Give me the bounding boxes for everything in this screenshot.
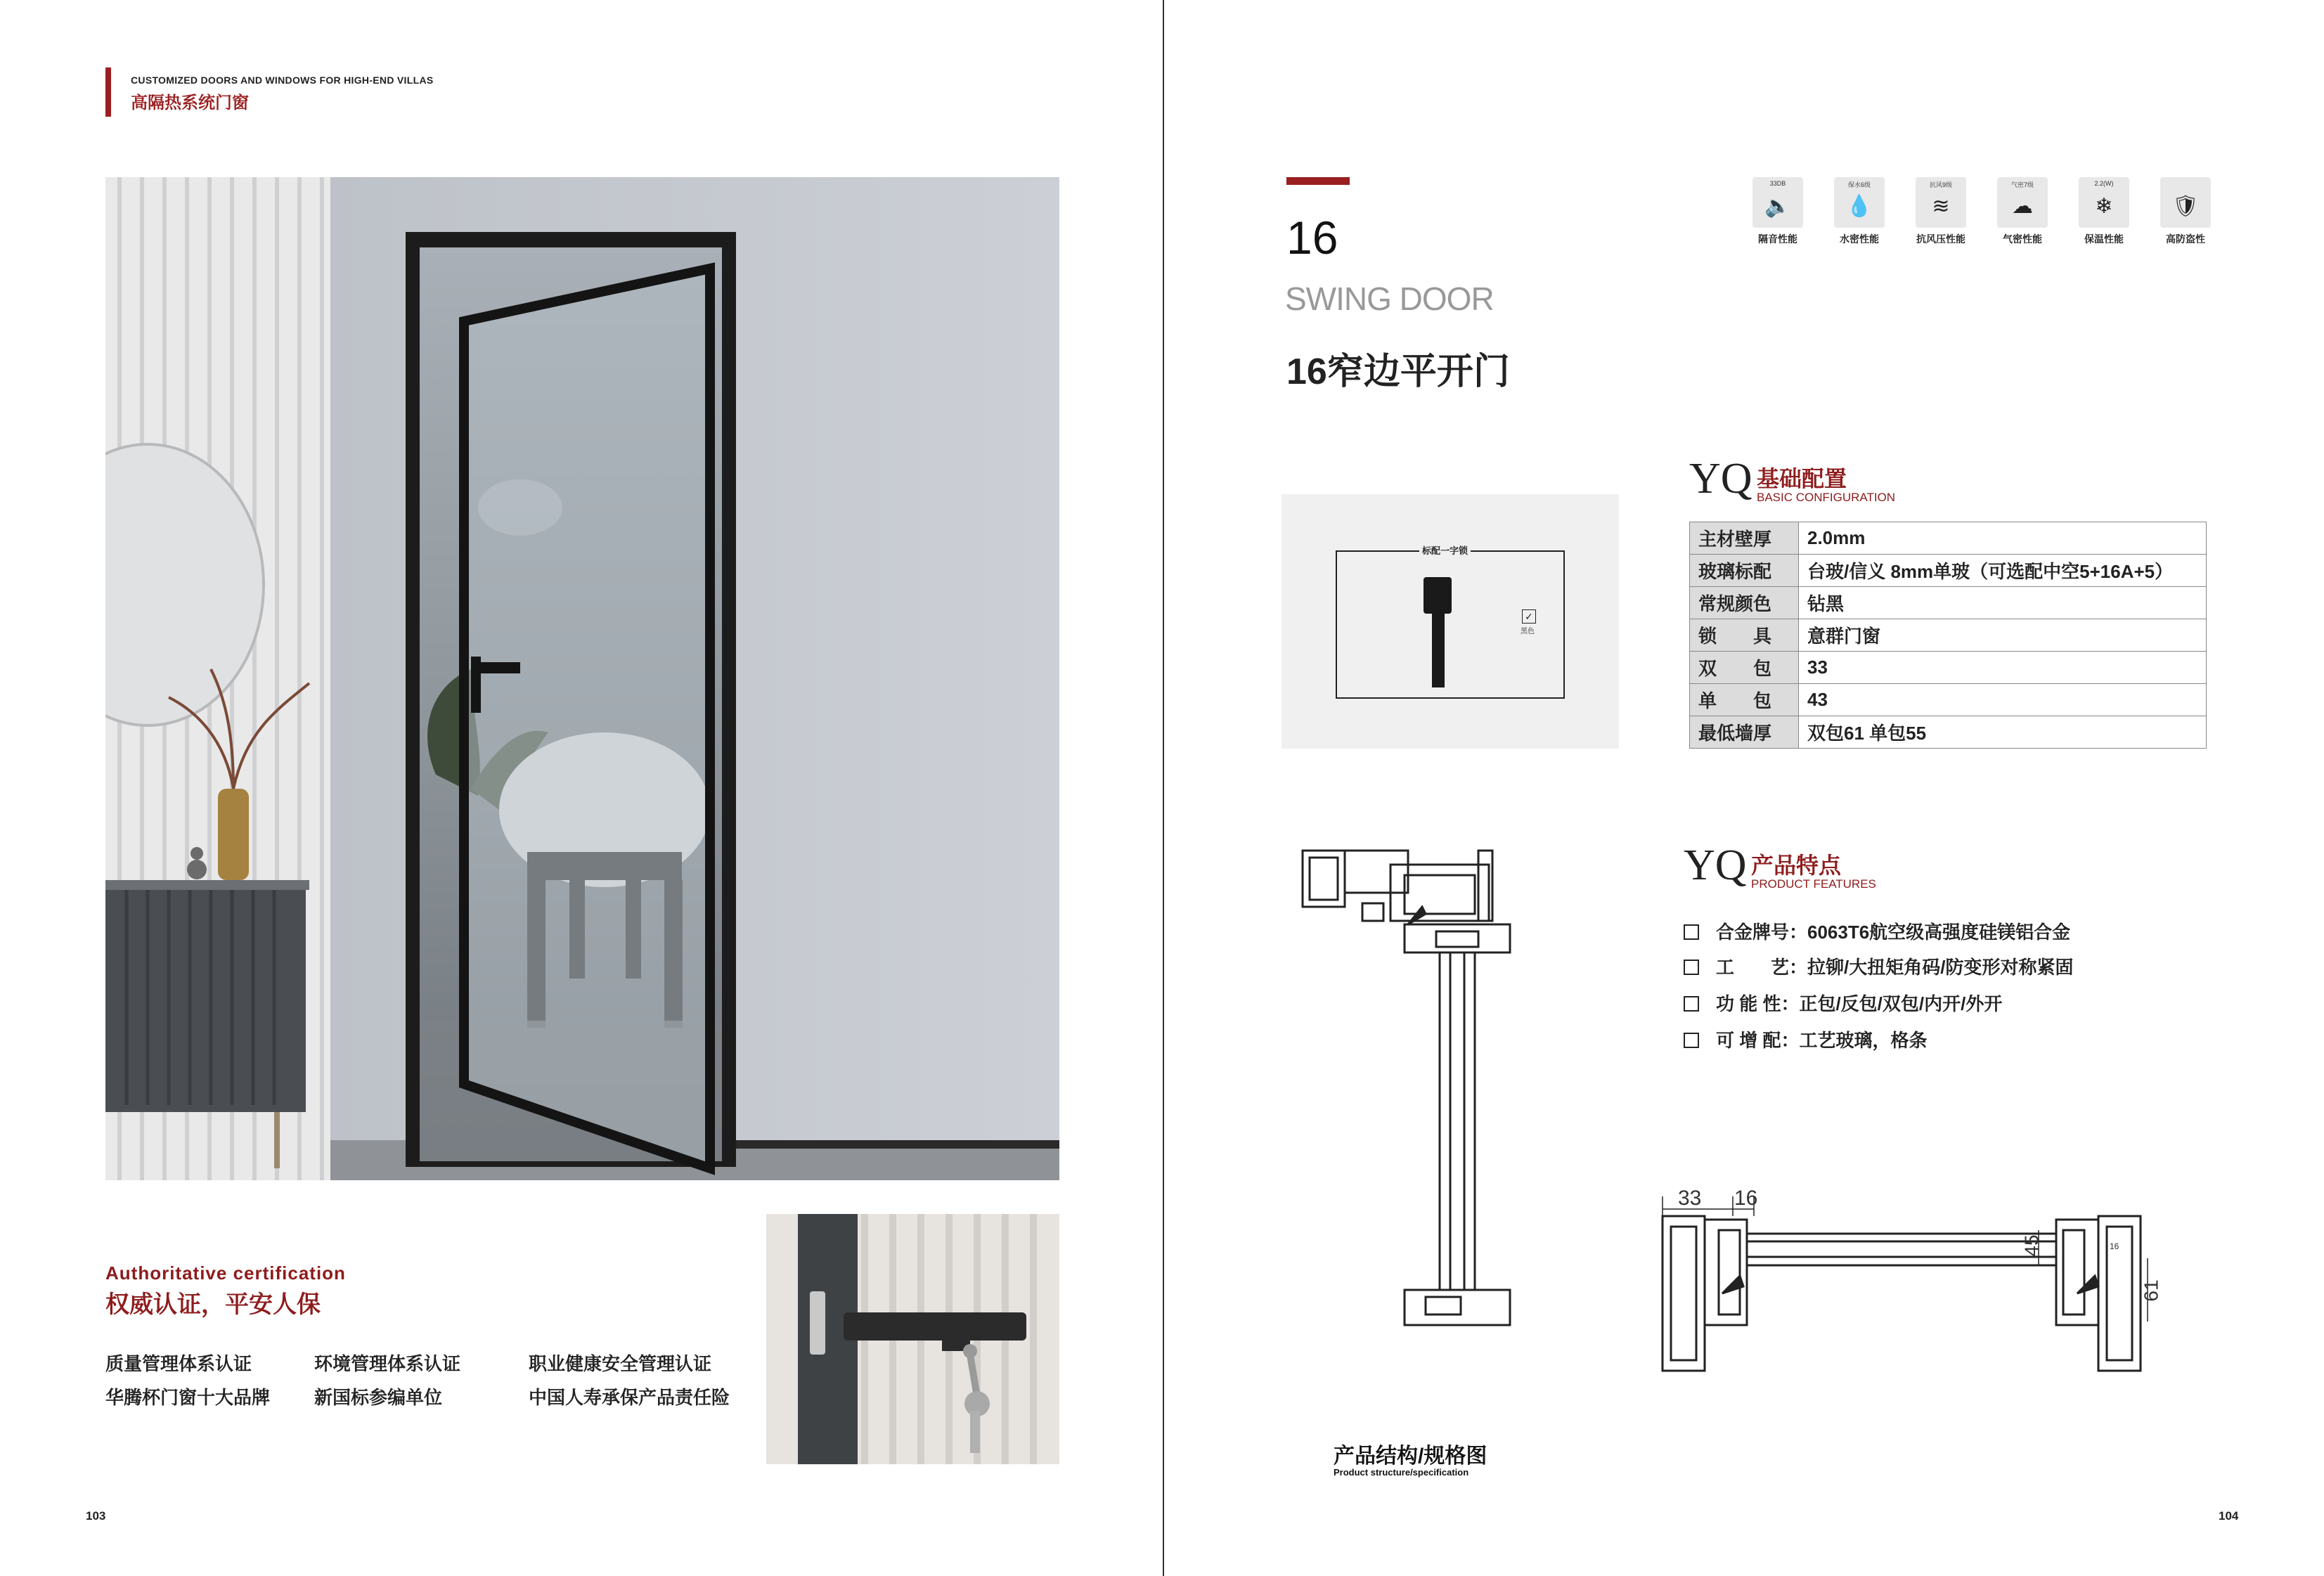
performance-antitheft: 🛡 高防盗性 — [2160, 177, 2211, 246]
air-icon: ☁ — [2012, 195, 2033, 218]
dim-label: 16 — [1734, 1187, 1758, 1210]
page-spine — [1163, 0, 1164, 1576]
product-number: 16 — [1286, 212, 1338, 264]
feature-item: 工 艺：拉铆/大扭矩角码/防变形对称紧固 — [1684, 953, 2073, 979]
brand-logo-yq: YQ — [1689, 455, 1752, 503]
table-row: 锁 具 意群门窗 — [1690, 619, 2207, 652]
number-accent-bar — [1286, 177, 1350, 185]
feature-item: 功 能 性：正包/反包/双包/内开/外开 — [1684, 990, 2002, 1016]
cert-item: 华腾杯门窗十大品牌 — [105, 1387, 271, 1408]
checkbox-icon: ✓ — [1522, 609, 1536, 624]
basic-config-table — [1689, 522, 2207, 749]
performance-airtight: 气密7级 ☁ 气密性能 — [1997, 177, 2048, 246]
checkbox-icon — [1684, 924, 1699, 940]
table-row: 玻璃标配 台玻/信义 8mm单玻（可选配中空5+16A+5） — [1690, 555, 2207, 587]
header-subtitle-cn: 高隔热系统门窗 — [131, 93, 249, 112]
checkbox-icon — [1684, 996, 1699, 1012]
structure-title-en: Product structure/specification — [1334, 1467, 1469, 1478]
cert-item: 中国人寿承保产品责任险 — [529, 1387, 730, 1408]
table-row: 双 包 33 — [1690, 652, 2207, 684]
structure-title-cn: 产品结构/规格图 — [1334, 1445, 1487, 1468]
shield-icon: 🛡 — [2171, 195, 2200, 218]
page-number-right: 104 — [2219, 1509, 2239, 1523]
cert-item: 新国标参编单位 — [314, 1387, 443, 1408]
dim-label: 16 — [2110, 1241, 2119, 1251]
feature-item: 合金牌号：6063T6航空级高强度硅镁铝合金 — [1684, 918, 2070, 944]
header-subtitle-en: CUSTOMIZED DOORS AND WINDOWS FOR HIGH-END VILLAS — [131, 75, 434, 86]
door-room-photo — [105, 177, 1059, 1180]
header-accent-bar — [105, 67, 111, 117]
checkbox-icon — [1684, 960, 1699, 975]
table-row: 主材壁厚 2.0mm — [1690, 522, 2207, 555]
certification-title-cn: 权威认证，平安人保 — [105, 1291, 321, 1318]
features-title-en: PRODUCT FEATURES — [1751, 877, 1876, 891]
lock-color-label: 黑色 — [1521, 628, 1535, 635]
features-title-cn: 产品特点 — [1751, 853, 1842, 878]
brand-logo-yq: YQ — [1684, 841, 1747, 889]
lock-image-panel — [1282, 494, 1619, 749]
feature-item: 可 增 配：工艺玻璃，格条 — [1684, 1026, 1927, 1052]
lock-label: 标配一字锁 — [1419, 543, 1471, 557]
cert-item: 职业健康安全管理认证 — [529, 1353, 712, 1374]
performance-watertight: 保水6级 💧 水密性能 — [1834, 177, 1885, 246]
cert-item: 环境管理体系认证 — [314, 1353, 461, 1374]
performance-insulation: 2.2(W) ❄ 保温性能 — [2079, 177, 2129, 246]
table-row: 单 包 43 — [1690, 684, 2207, 716]
dim-label: 61 — [2140, 1279, 2162, 1302]
vertical-section-drawing — [1299, 847, 1524, 1381]
wind-icon: ≋ — [1932, 195, 1950, 218]
speaker-icon: 🔈 — [1764, 195, 1791, 218]
snowflake-icon: ❄ — [2095, 195, 2113, 218]
product-name-cn: 16窄边平开门 — [1286, 351, 1510, 392]
table-row: 常规颜色 钻黑 — [1690, 587, 2207, 619]
certification-title-en: Authoritative certification — [105, 1262, 346, 1284]
handle-closeup-photo — [766, 1214, 1059, 1464]
basic-config-title-en: BASIC CONFIGURATION — [1757, 491, 1896, 504]
basic-config-title-cn: 基础配置 — [1757, 466, 1847, 491]
lock-handle-icon — [1424, 577, 1452, 614]
checkbox-icon — [1684, 1033, 1699, 1048]
performance-soundproof: 33DB 🔈 隔音性能 — [1752, 177, 1803, 246]
dim-label: 45 — [2020, 1234, 2043, 1257]
product-name-en: SWING DOOR — [1285, 280, 1494, 317]
horizontal-section-drawing — [1655, 1181, 2162, 1385]
page-number-left: 103 — [86, 1509, 106, 1523]
performance-wind: 抗风9级 ≋ 抗风压性能 — [1916, 177, 1966, 246]
table-row: 最低墙厚 双包61 单包55 — [1690, 716, 2207, 749]
dim-label: 33 — [1678, 1187, 1702, 1210]
water-drops-icon: 💧 — [1846, 195, 1873, 218]
cert-item: 质量管理体系认证 — [105, 1353, 252, 1374]
